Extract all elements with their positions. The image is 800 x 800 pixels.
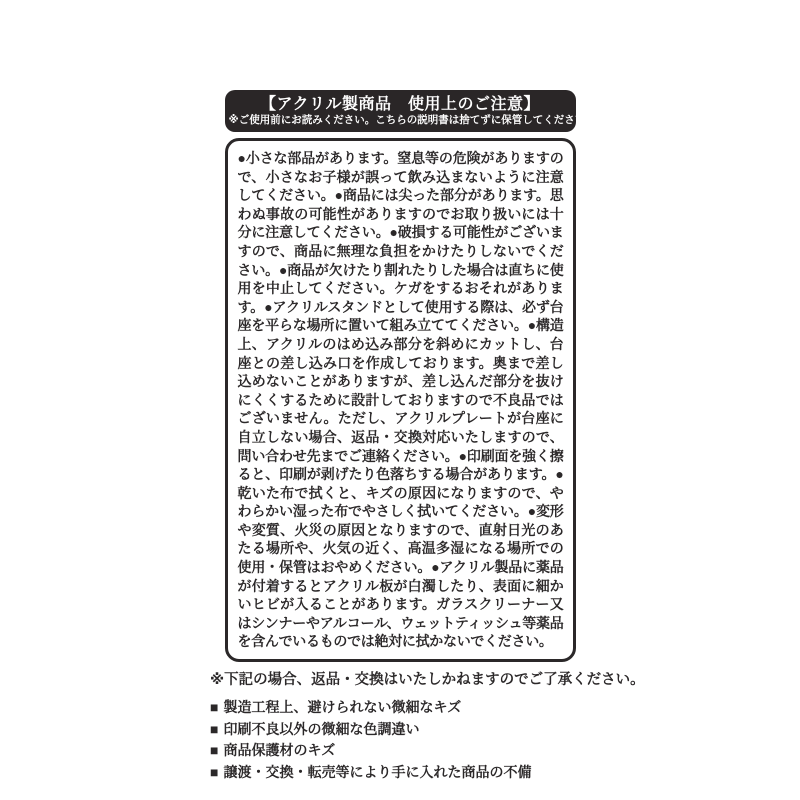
square-bullet-icon: ■ [210,763,219,780]
square-bullet-icon: ■ [210,720,219,737]
square-bullet-icon: ■ [210,699,219,716]
list-item [210,697,592,719]
notice-body-box [225,138,576,662]
list-item [210,719,592,741]
returns-note: ※下記の場合、返品・交換はいたしかねますのでご了承ください。 [210,672,645,689]
notice-title: 【アクリル製商品 使用上のご注意】 [259,96,541,113]
list-item-label: 譲渡・交換・転売等により手に入れた商品の不備 [223,763,532,780]
notice-body-text: ●小さな部品があります。窒息等の危険がありますので、小さなお子様が誤って飲み込まないように注意してください。●商品には尖った部分があります。思わぬ事故の可能性がありますのでお取り扱いには十分に注意してください。●破損する可能性がございますので、商品に無理な負担をかけたりしないでください。●商品が欠けたり割れたりした場合は直ちに使用を中止してください。ケガをするおそれがあります。●アクリルスタンドとして使用する際は、必ず台座を平らな場所に置いて組み立ててください。●構造上、アクリルのはめ込み部分を斜めにカットし、台座との差し込み口を作成しております。奥まで差し込めないことがありますが、差し込んだ部分を抜けにくくするために設計しておりますので不良品ではございません。ただし、アクリルプレートが台座に自立しない場合、返品・交換対応いたしますので、問い合わせ先までご連絡ください。●印刷面を強く擦ると、印刷が剥げたり色落ちする場合があります。●乾いた布で拭くと、キズの原因になりますので、やわらかい湿った布でやさしく拭いてください。●変形や変質、火災の原因となりますので、直射日光のあたる場所や、火気の近く、高温多湿になる場所での使用・保管はおやめください。●アクリル製品に薬品が付着するとアクリル板が白濁したり、表面に細かいヒビが入ることがあります。ガラスクリーナー又はシンナーやアルコール、ウェットティッシュ等薬品を含んでいるものでは絶対に拭かないでください。 [237,150,564,650]
notice-subtitle: ※ご使用前にお読みください。こちらの説明書は捨てずに保管してください。 [228,114,596,126]
list-item-label: 製造工程上、避けられない微細なキズ [223,699,462,716]
square-bullet-icon: ■ [210,742,219,759]
returns-exclusion-list [210,697,592,783]
list-item [210,740,592,762]
notice-header [225,90,596,132]
caution-sheet [208,90,645,783]
list-item-label: 商品保護材のキズ [223,742,336,759]
list-item-label: 印刷不良以外の微細な色調違い [223,720,420,737]
list-item [210,762,592,784]
